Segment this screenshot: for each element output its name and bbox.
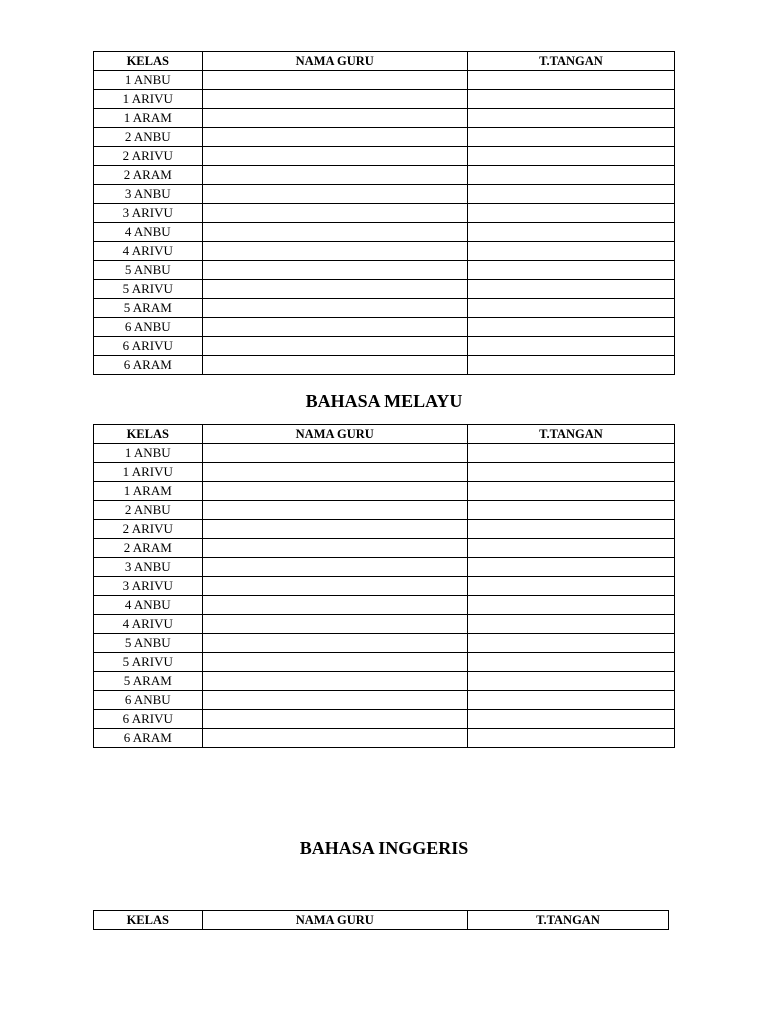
- t-tangan-cell[interactable]: [467, 280, 674, 299]
- nama-guru-cell[interactable]: [202, 444, 467, 463]
- nama-guru-cell[interactable]: [202, 520, 467, 539]
- table-row: [94, 128, 675, 147]
- kelas-cell: 5 ANBU: [94, 634, 203, 653]
- kelas-cell: 2 ARAM: [94, 166, 203, 185]
- table-row: [94, 299, 675, 318]
- t-tangan-cell[interactable]: [467, 261, 674, 280]
- kelas-cell: 3 ANBU: [94, 185, 203, 204]
- nama-guru-cell[interactable]: [202, 204, 467, 223]
- t-tangan-cell[interactable]: [467, 444, 674, 463]
- table-row: [94, 90, 675, 109]
- nama-guru-cell[interactable]: [202, 539, 467, 558]
- kelas-cell: 3 ARIVU: [94, 577, 203, 596]
- signature-table-1: [93, 51, 675, 375]
- kelas-cell: 6 ARIVU: [94, 337, 203, 356]
- kelas-cell: 6 ANBU: [94, 691, 203, 710]
- nama-guru-cell[interactable]: [202, 615, 467, 634]
- header-t-tangan: T.TANGAN: [467, 911, 668, 930]
- table-row: [94, 71, 675, 90]
- nama-guru-cell[interactable]: [202, 501, 467, 520]
- t-tangan-cell[interactable]: [467, 90, 674, 109]
- t-tangan-cell[interactable]: [467, 482, 674, 501]
- table-row: [94, 166, 675, 185]
- nama-guru-cell[interactable]: [202, 482, 467, 501]
- t-tangan-cell[interactable]: [467, 242, 674, 261]
- t-tangan-cell[interactable]: [467, 615, 674, 634]
- table-row: [94, 539, 675, 558]
- kelas-cell: 1 ARIVU: [94, 90, 203, 109]
- t-tangan-cell[interactable]: [467, 634, 674, 653]
- nama-guru-cell[interactable]: [202, 318, 467, 337]
- kelas-cell: 1 ANBU: [94, 444, 203, 463]
- header-nama-guru: NAMA GURU: [202, 52, 467, 71]
- table-row: [94, 147, 675, 166]
- nama-guru-cell[interactable]: [202, 223, 467, 242]
- nama-guru-cell[interactable]: [202, 166, 467, 185]
- nama-guru-cell[interactable]: [202, 634, 467, 653]
- kelas-cell: 6 ANBU: [94, 318, 203, 337]
- header-t-tangan: T.TANGAN: [467, 52, 674, 71]
- nama-guru-cell[interactable]: [202, 128, 467, 147]
- table-row: [94, 596, 675, 615]
- kelas-cell: 2 ANBU: [94, 128, 203, 147]
- header-t-tangan: T.TANGAN: [467, 425, 674, 444]
- kelas-cell: 5 ARAM: [94, 299, 203, 318]
- header-kelas: KELAS: [94, 911, 203, 930]
- nama-guru-cell[interactable]: [202, 729, 467, 748]
- nama-guru-cell[interactable]: [202, 147, 467, 166]
- nama-guru-cell[interactable]: [202, 463, 467, 482]
- t-tangan-cell[interactable]: [467, 596, 674, 615]
- signature-table-3: [93, 910, 669, 930]
- t-tangan-cell[interactable]: [467, 710, 674, 729]
- nama-guru-cell[interactable]: [202, 691, 467, 710]
- section-title-bahasa-melayu: BAHASA MELAYU: [305, 391, 463, 411]
- kelas-cell: 3 ANBU: [94, 558, 203, 577]
- nama-guru-cell[interactable]: [202, 261, 467, 280]
- t-tangan-cell[interactable]: [467, 318, 674, 337]
- header-kelas: KELAS: [94, 425, 203, 444]
- t-tangan-cell[interactable]: [467, 501, 674, 520]
- kelas-cell: 6 ARAM: [94, 729, 203, 748]
- t-tangan-cell[interactable]: [467, 577, 674, 596]
- section-title-bahasa-inggeris: BAHASA INGGERIS: [299, 838, 469, 858]
- table-row: [94, 520, 675, 539]
- table-row: [94, 558, 675, 577]
- nama-guru-cell[interactable]: [202, 653, 467, 672]
- t-tangan-cell[interactable]: [467, 166, 674, 185]
- table-row: [94, 261, 675, 280]
- kelas-cell: 4 ARIVU: [94, 615, 203, 634]
- table-header-row: [94, 52, 675, 71]
- table-header-row: [94, 911, 669, 930]
- nama-guru-cell[interactable]: [202, 71, 467, 90]
- nama-guru-cell[interactable]: [202, 280, 467, 299]
- table-row: [94, 337, 675, 356]
- kelas-cell: 5 ARIVU: [94, 280, 203, 299]
- nama-guru-cell[interactable]: [202, 356, 467, 375]
- kelas-cell: 5 ARAM: [94, 672, 203, 691]
- t-tangan-cell[interactable]: [467, 520, 674, 539]
- table-row: [94, 204, 675, 223]
- nama-guru-cell[interactable]: [202, 577, 467, 596]
- kelas-cell: 4 ANBU: [94, 596, 203, 615]
- nama-guru-cell[interactable]: [202, 672, 467, 691]
- table-row: [94, 444, 675, 463]
- kelas-cell: 6 ARAM: [94, 356, 203, 375]
- table-row: [94, 223, 675, 242]
- table-row: [94, 653, 675, 672]
- t-tangan-cell[interactable]: [467, 691, 674, 710]
- kelas-cell: 1 ARIVU: [94, 463, 203, 482]
- table-row: [94, 185, 675, 204]
- table-row: [94, 729, 675, 748]
- kelas-cell: 2 ARIVU: [94, 147, 203, 166]
- t-tangan-cell[interactable]: [467, 463, 674, 482]
- kelas-cell: 2 ARAM: [94, 539, 203, 558]
- table-row: [94, 672, 675, 691]
- table-row: [94, 501, 675, 520]
- table-row: [94, 109, 675, 128]
- nama-guru-cell[interactable]: [202, 596, 467, 615]
- kelas-cell: 1 ARAM: [94, 109, 203, 128]
- nama-guru-cell[interactable]: [202, 337, 467, 356]
- table-row: [94, 318, 675, 337]
- t-tangan-cell[interactable]: [467, 356, 674, 375]
- table-row: [94, 482, 675, 501]
- kelas-cell: 1 ANBU: [94, 71, 203, 90]
- t-tangan-cell[interactable]: [467, 299, 674, 318]
- t-tangan-cell[interactable]: [467, 109, 674, 128]
- nama-guru-cell[interactable]: [202, 90, 467, 109]
- t-tangan-cell[interactable]: [467, 558, 674, 577]
- nama-guru-cell[interactable]: [202, 242, 467, 261]
- t-tangan-cell[interactable]: [467, 147, 674, 166]
- kelas-cell: 5 ANBU: [94, 261, 203, 280]
- kelas-cell: 2 ARIVU: [94, 520, 203, 539]
- t-tangan-cell[interactable]: [467, 729, 674, 748]
- kelas-cell: 4 ARIVU: [94, 242, 203, 261]
- header-kelas: KELAS: [94, 52, 203, 71]
- table-row: [94, 463, 675, 482]
- t-tangan-cell[interactable]: [467, 653, 674, 672]
- header-nama-guru: NAMA GURU: [202, 911, 467, 930]
- kelas-cell: 3 ARIVU: [94, 204, 203, 223]
- kelas-cell: 5 ARIVU: [94, 653, 203, 672]
- kelas-cell: 1 ARAM: [94, 482, 203, 501]
- nama-guru-cell[interactable]: [202, 185, 467, 204]
- t-tangan-cell[interactable]: [467, 128, 674, 147]
- kelas-cell: 2 ANBU: [94, 501, 203, 520]
- nama-guru-cell[interactable]: [202, 299, 467, 318]
- table-header-row: [94, 425, 675, 444]
- t-tangan-cell[interactable]: [467, 337, 674, 356]
- table-row: [94, 634, 675, 653]
- t-tangan-cell[interactable]: [467, 539, 674, 558]
- table-row: [94, 356, 675, 375]
- signature-table-2: [93, 424, 675, 748]
- table-row: [94, 710, 675, 729]
- kelas-cell: 6 ARIVU: [94, 710, 203, 729]
- nama-guru-cell[interactable]: [202, 558, 467, 577]
- table-row: [94, 691, 675, 710]
- t-tangan-cell[interactable]: [467, 672, 674, 691]
- nama-guru-cell[interactable]: [202, 710, 467, 729]
- t-tangan-cell[interactable]: [467, 71, 674, 90]
- header-nama-guru: NAMA GURU: [202, 425, 467, 444]
- t-tangan-cell[interactable]: [467, 223, 674, 242]
- t-tangan-cell[interactable]: [467, 204, 674, 223]
- table-row: [94, 615, 675, 634]
- kelas-cell: 4 ANBU: [94, 223, 203, 242]
- table-row: [94, 577, 675, 596]
- table-row: [94, 280, 675, 299]
- table-row: [94, 242, 675, 261]
- t-tangan-cell[interactable]: [467, 185, 674, 204]
- nama-guru-cell[interactable]: [202, 109, 467, 128]
